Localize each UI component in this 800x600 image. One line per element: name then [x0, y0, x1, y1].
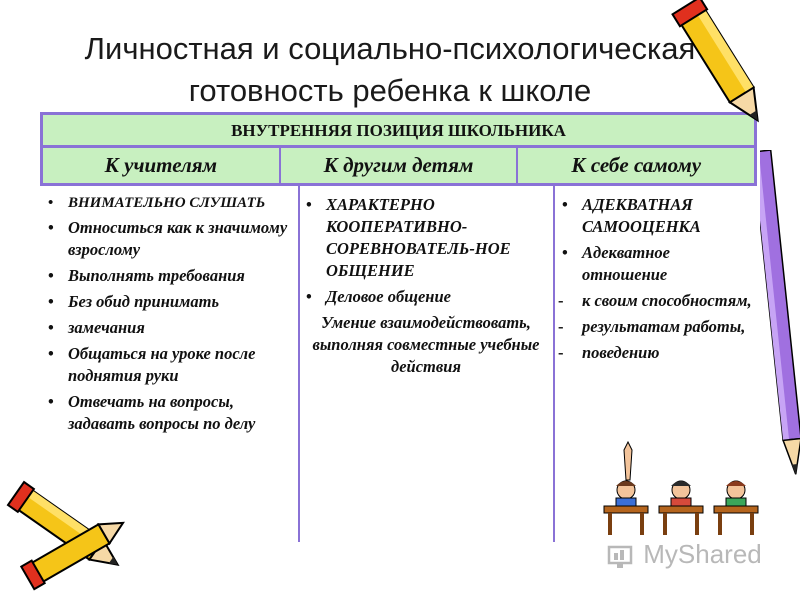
- slide-title: [20, 28, 760, 112]
- column-teachers-content: [44, 194, 296, 439]
- list-item: [44, 391, 296, 435]
- column-self-content: [558, 194, 754, 368]
- dash-marker: -: [558, 317, 564, 336]
- list-item-text: замечания: [68, 318, 145, 337]
- list-item-text: Отвечать на вопросы, задавать вопросы по делу: [68, 392, 256, 433]
- list-item: [44, 343, 296, 387]
- schoolchildren-at-desks-illustration: [596, 440, 766, 540]
- list-item-text: Относиться как к значимому взрослому: [68, 218, 288, 259]
- list-item: [558, 242, 754, 286]
- pencil-icon: [760, 150, 800, 480]
- list-item-text: Выполнять требования: [68, 266, 245, 285]
- list-item: [44, 194, 296, 213]
- list-item: [44, 317, 296, 339]
- column-header-children: К другим детям: [279, 148, 517, 183]
- sub-item: [558, 342, 754, 364]
- list-item-text: Без обид принимать: [68, 292, 219, 311]
- cooperation-skill-text: Умение взаимодействовать, выполняя совместные учебные действия: [312, 313, 540, 376]
- list-item: [44, 265, 296, 287]
- list-item-text: ВНИМАТЕЛЬНО СЛУШАТЬ: [68, 195, 266, 211]
- list-item: [302, 194, 550, 282]
- sub-item-text: к своим способностям,: [582, 291, 752, 310]
- column-headers: [40, 148, 757, 186]
- list-item-text: ХАРАКТЕРНО КООПЕРАТИВНО-СОРЕВНОВАТЕЛЬ-НОЕ ОБЩЕНИЕ: [326, 195, 511, 280]
- watermark: [606, 536, 766, 572]
- list-item: [44, 217, 296, 261]
- sub-item: [558, 290, 754, 312]
- list-item-text: АДЕКВАТНАЯ САМООЦЕНКА: [582, 195, 701, 236]
- list-item: [44, 291, 296, 313]
- column-children-content: [302, 194, 550, 378]
- sub-item-text: поведению: [582, 343, 660, 362]
- pencil-icon: [650, 0, 800, 140]
- column-divider: [298, 186, 300, 542]
- slide-title-line2: готовность ребенка к школе: [188, 73, 592, 108]
- column-header-self: К себе самому: [516, 148, 754, 183]
- myshared-logo-icon: [606, 541, 636, 571]
- dash-marker: -: [558, 343, 564, 362]
- slide-title-line1: Личностная и социально-психологическая: [84, 31, 696, 66]
- pencil-icon: [0, 470, 140, 600]
- sub-item: [558, 316, 754, 338]
- column-header-teachers: К учителям: [104, 153, 218, 177]
- watermark-text: MyShared: [643, 539, 762, 569]
- list-item-text: Деловое общение: [326, 287, 451, 306]
- table-header: ВНУТРЕННЯЯ ПОЗИЦИЯ ШКОЛЬНИКА: [40, 112, 757, 148]
- dash-marker: -: [558, 291, 564, 310]
- sub-item-text: результатам работы,: [582, 317, 746, 336]
- list-item: [302, 286, 550, 308]
- list-item: [558, 194, 754, 238]
- list-item-text: Общаться на уроке после поднятия руки: [68, 344, 256, 385]
- column-divider: [553, 186, 555, 542]
- list-item-text: Адекватное отношение: [582, 243, 670, 284]
